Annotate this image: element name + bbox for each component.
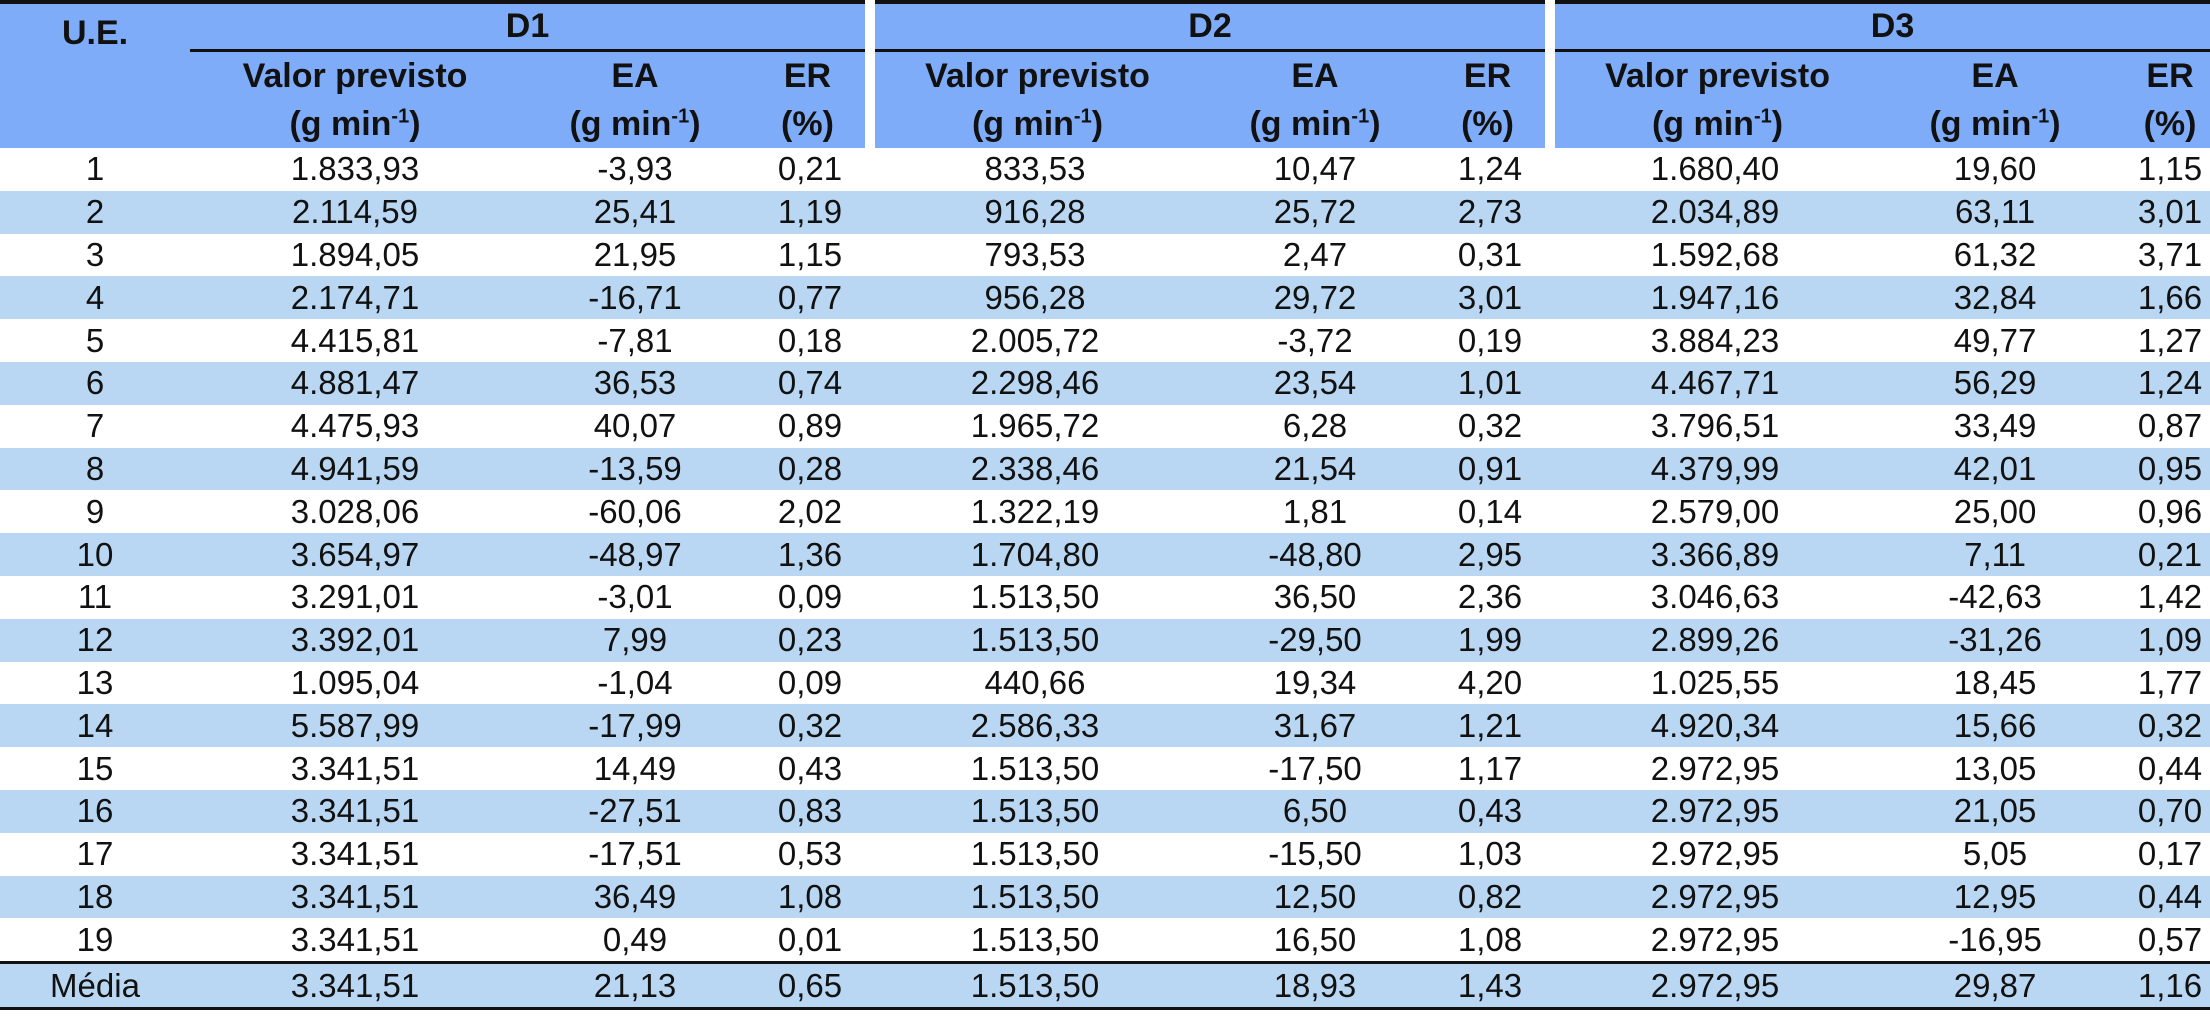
d1-ea-cell: 0,49: [520, 918, 750, 962]
unit-text: (g min: [569, 104, 672, 143]
d1-ea-header: EA: [520, 51, 750, 100]
d3-ea-cell: 12,95: [1880, 876, 2110, 919]
d2-er-header: ER: [1430, 51, 1550, 100]
d2-ea-cell: 6,28: [1200, 405, 1430, 448]
d1-ea-cell: -17,51: [520, 833, 750, 876]
d2-valor-previsto-cell: 440,66: [870, 662, 1200, 705]
unit-exponent: -1: [391, 105, 410, 128]
d3-ea-unit: [1880, 99, 2110, 148]
d2-valor-previsto-cell: 1.513,50: [870, 747, 1200, 790]
ue-cell: 13: [0, 662, 190, 705]
d3-valor-previsto-cell: 2.972,95: [1550, 918, 1880, 962]
d1-valor-previsto-cell: 3.654,97: [190, 533, 520, 576]
d2-ea-cell: -29,50: [1200, 619, 1430, 662]
unit-close: ): [409, 104, 421, 143]
d1-ea-cell: 14,49: [520, 747, 750, 790]
d3-er-cell: 1,27: [2110, 319, 2210, 362]
d2-valor-previsto-cell: 793,53: [870, 234, 1200, 277]
d2-ea-mean: 18,93: [1200, 963, 1430, 1009]
d3-valor-previsto-cell: 2.972,95: [1550, 876, 1880, 919]
d1-er-header: ER: [750, 51, 870, 100]
d3-ea-header: EA: [1880, 51, 2110, 100]
d2-valor-previsto-header: Valor previsto: [870, 51, 1200, 100]
d1-ea-cell: -1,04: [520, 662, 750, 705]
table-row: [0, 662, 2210, 705]
d3-ea-cell: -42,63: [1880, 576, 2110, 619]
d1-er-cell: 2,02: [750, 490, 870, 533]
ue-cell: 2: [0, 191, 190, 234]
mean-row: [0, 963, 2210, 1009]
d1-er-cell: 0,09: [750, 662, 870, 705]
table-row: [0, 918, 2210, 962]
d1-valor-previsto-cell: 1.095,04: [190, 662, 520, 705]
d3-valor-previsto-cell: 3.046,63: [1550, 576, 1880, 619]
d2-ea-cell: -17,50: [1200, 747, 1430, 790]
d3-ea-cell: 13,05: [1880, 747, 2110, 790]
d2-ea-cell: 36,50: [1200, 576, 1430, 619]
d1-er-cell: 1,08: [750, 876, 870, 919]
table-row: [0, 405, 2210, 448]
d1-er-cell: 0,21: [750, 148, 870, 191]
d1-er-cell: 0,18: [750, 319, 870, 362]
d3-ea-cell: -16,95: [1880, 918, 2110, 962]
unit-exponent: -1: [671, 105, 690, 128]
unit-exponent: -1: [1753, 105, 1772, 128]
table-footer: [0, 963, 2210, 1009]
d2-valor-previsto-cell: 916,28: [870, 191, 1200, 234]
d2-er-cell: 1,99: [1430, 619, 1550, 662]
table-row: [0, 790, 2210, 833]
d2-valor-previsto-unit: [870, 99, 1200, 148]
d2-er-cell: 2,95: [1430, 533, 1550, 576]
d1-ea-cell: 21,95: [520, 234, 750, 277]
d1-ea-cell: 36,49: [520, 876, 750, 919]
d3-er-cell: 0,95: [2110, 448, 2210, 491]
d1-valor-previsto-unit: [190, 99, 520, 148]
d3-ea-cell: 25,00: [1880, 490, 2110, 533]
subheader-row-2: [0, 99, 2210, 148]
d1-valor-previsto-cell: 4.415,81: [190, 319, 520, 362]
d2-ea-header: EA: [1200, 51, 1430, 100]
unit-close: ): [689, 104, 701, 143]
d1-valor-previsto-cell: 3.392,01: [190, 619, 520, 662]
unit-close: ): [1369, 104, 1381, 143]
d1-valor-previsto-cell: 4.475,93: [190, 405, 520, 448]
d2-ea-cell: 12,50: [1200, 876, 1430, 919]
d1-ea-mean: 21,13: [520, 963, 750, 1009]
d2-valor-previsto-cell: 1.513,50: [870, 619, 1200, 662]
table-row: [0, 704, 2210, 747]
d2-ea-cell: 19,34: [1200, 662, 1430, 705]
table-row: [0, 362, 2210, 405]
d1-er-cell: 0,83: [750, 790, 870, 833]
d1-ea-unit: [520, 99, 750, 148]
table-row: [0, 319, 2210, 362]
d3-er-cell: 1,77: [2110, 662, 2210, 705]
d3-valor-previsto-cell: 1.947,16: [1550, 276, 1880, 319]
d2-valor-previsto-mean: 1.513,50: [870, 963, 1200, 1009]
d1-er-cell: 0,77: [750, 276, 870, 319]
ue-cell: 3: [0, 234, 190, 277]
d1-er-cell: 0,01: [750, 918, 870, 962]
d3-er-cell: 0,32: [2110, 704, 2210, 747]
ue-cell: 8: [0, 448, 190, 491]
d3-er-mean: 1,16: [2110, 963, 2210, 1009]
group-header-d3: D3: [1550, 2, 2210, 51]
d2-er-cell: 0,32: [1430, 405, 1550, 448]
d3-er-cell: 0,44: [2110, 747, 2210, 790]
d3-valor-previsto-cell: 2.899,26: [1550, 619, 1880, 662]
d3-valor-previsto-cell: 1.025,55: [1550, 662, 1880, 705]
d2-er-cell: 4,20: [1430, 662, 1550, 705]
d3-valor-previsto-cell: 3.884,23: [1550, 319, 1880, 362]
table-row: [0, 876, 2210, 919]
d2-valor-previsto-cell: 1.513,50: [870, 876, 1200, 919]
unit-exponent: -1: [1351, 105, 1370, 128]
d2-valor-previsto-cell: 1.513,50: [870, 833, 1200, 876]
d3-ea-cell: 56,29: [1880, 362, 2110, 405]
d2-er-unit: (%): [1430, 99, 1550, 148]
d1-ea-cell: -48,97: [520, 533, 750, 576]
ue-cell: 6: [0, 362, 190, 405]
unit-close: ): [2049, 104, 2061, 143]
table-row: [0, 747, 2210, 790]
d1-ea-cell: -3,93: [520, 148, 750, 191]
d1-valor-previsto-cell: 1.833,93: [190, 148, 520, 191]
d3-er-header: ER: [2110, 51, 2210, 100]
d1-er-cell: 1,36: [750, 533, 870, 576]
d2-er-cell: 1,21: [1430, 704, 1550, 747]
d3-er-cell: 1,15: [2110, 148, 2210, 191]
d3-er-cell: 0,44: [2110, 876, 2210, 919]
unit-text: (g min: [1651, 104, 1754, 143]
group-header-d1: D1: [190, 2, 870, 51]
unit-text: (g min: [1929, 104, 2032, 143]
d1-valor-previsto-cell: 3.291,01: [190, 576, 520, 619]
d3-ea-cell: 32,84: [1880, 276, 2110, 319]
d2-er-cell: 1,08: [1430, 918, 1550, 962]
d3-ea-cell: 61,32: [1880, 234, 2110, 277]
d1-er-cell: 0,89: [750, 405, 870, 448]
d1-ea-cell: -27,51: [520, 790, 750, 833]
d3-valor-previsto-cell: 2.034,89: [1550, 191, 1880, 234]
d1-valor-previsto-cell: 2.174,71: [190, 276, 520, 319]
d1-er-cell: 0,28: [750, 448, 870, 491]
d1-ea-cell: 7,99: [520, 619, 750, 662]
unit-exponent: -1: [2031, 105, 2050, 128]
d2-valor-previsto-cell: 1.965,72: [870, 405, 1200, 448]
d2-er-cell: 0,43: [1430, 790, 1550, 833]
d2-ea-cell: 10,47: [1200, 148, 1430, 191]
mean-label: Média: [0, 963, 190, 1009]
d3-er-cell: 0,96: [2110, 490, 2210, 533]
d2-valor-previsto-cell: 2.005,72: [870, 319, 1200, 362]
d3-valor-previsto-cell: 4.379,99: [1550, 448, 1880, 491]
d3-ea-mean: 29,87: [1880, 963, 2110, 1009]
unit-text: (g min: [971, 104, 1074, 143]
ue-cell: 9: [0, 490, 190, 533]
d3-ea-cell: 63,11: [1880, 191, 2110, 234]
d1-valor-previsto-cell: 3.341,51: [190, 918, 520, 962]
d1-valor-previsto-mean: 3.341,51: [190, 963, 520, 1009]
group-header-d2: D2: [870, 2, 1550, 51]
table-row: [0, 276, 2210, 319]
ue-cell: 16: [0, 790, 190, 833]
d3-er-cell: 0,57: [2110, 918, 2210, 962]
d2-er-cell: 0,82: [1430, 876, 1550, 919]
ue-cell: 15: [0, 747, 190, 790]
d3-er-cell: 3,01: [2110, 191, 2210, 234]
d1-ea-cell: -3,01: [520, 576, 750, 619]
d1-valor-previsto-cell: 2.114,59: [190, 191, 520, 234]
d1-er-cell: 1,19: [750, 191, 870, 234]
d1-er-cell: 0,32: [750, 704, 870, 747]
d1-valor-previsto-cell: 3.341,51: [190, 876, 520, 919]
d2-ea-cell: 25,72: [1200, 191, 1430, 234]
d3-er-cell: 1,42: [2110, 576, 2210, 619]
d1-er-cell: 0,23: [750, 619, 870, 662]
d1-valor-previsto-header: Valor previsto: [190, 51, 520, 100]
d2-ea-cell: -3,72: [1200, 319, 1430, 362]
d3-valor-previsto-cell: 2.972,95: [1550, 790, 1880, 833]
d1-valor-previsto-cell: 3.341,51: [190, 790, 520, 833]
d3-er-unit: (%): [2110, 99, 2210, 148]
d1-er-cell: 0,43: [750, 747, 870, 790]
d2-er-cell: 0,19: [1430, 319, 1550, 362]
d1-ea-cell: -17,99: [520, 704, 750, 747]
d1-ea-cell: -13,59: [520, 448, 750, 491]
d3-valor-previsto-header: Valor previsto: [1550, 51, 1880, 100]
ue-cell: 18: [0, 876, 190, 919]
d3-valor-previsto-cell: 2.579,00: [1550, 490, 1880, 533]
d3-er-cell: 1,24: [2110, 362, 2210, 405]
unit-close: ): [1091, 104, 1104, 143]
d2-valor-previsto-cell: 1.513,50: [870, 790, 1200, 833]
d2-valor-previsto-cell: 1.322,19: [870, 490, 1200, 533]
d3-er-cell: 0,17: [2110, 833, 2210, 876]
d2-ea-cell: -48,80: [1200, 533, 1430, 576]
unit-text: (g min: [289, 104, 392, 143]
d1-valor-previsto-cell: 4.881,47: [190, 362, 520, 405]
d3-er-cell: 1,66: [2110, 276, 2210, 319]
d3-valor-previsto-cell: 4.467,71: [1550, 362, 1880, 405]
d2-er-mean: 1,43: [1430, 963, 1550, 1009]
d3-ea-cell: 5,05: [1880, 833, 2110, 876]
d3-er-cell: 0,70: [2110, 790, 2210, 833]
table-row: [0, 833, 2210, 876]
d2-er-cell: 0,14: [1430, 490, 1550, 533]
ue-cell: 5: [0, 319, 190, 362]
ue-cell: 14: [0, 704, 190, 747]
d2-ea-cell: 1,81: [1200, 490, 1430, 533]
d3-valor-previsto-cell: 3.796,51: [1550, 405, 1880, 448]
d1-ea-cell: 36,53: [520, 362, 750, 405]
table-row: [0, 448, 2210, 491]
d2-valor-previsto-cell: 1.704,80: [870, 533, 1200, 576]
d2-er-cell: 1,17: [1430, 747, 1550, 790]
d2-valor-previsto-cell: 1.513,50: [870, 918, 1200, 962]
table-header: [0, 2, 2210, 148]
unit-text: (g min: [1249, 104, 1352, 143]
d2-ea-cell: -15,50: [1200, 833, 1430, 876]
d2-valor-previsto-cell: 2.586,33: [870, 704, 1200, 747]
d3-er-cell: 3,71: [2110, 234, 2210, 277]
d3-valor-previsto-mean: 2.972,95: [1550, 963, 1880, 1009]
table-row: [0, 191, 2210, 234]
table-row: [0, 148, 2210, 191]
d1-er-cell: 0,74: [750, 362, 870, 405]
ue-cell: 1: [0, 148, 190, 191]
d3-ea-cell: 42,01: [1880, 448, 2110, 491]
d1-valor-previsto-cell: 5.587,99: [190, 704, 520, 747]
d2-er-cell: 2,36: [1430, 576, 1550, 619]
d3-valor-previsto-cell: 3.366,89: [1550, 533, 1880, 576]
d2-er-cell: 3,01: [1430, 276, 1550, 319]
d2-ea-cell: 23,54: [1200, 362, 1430, 405]
d2-ea-cell: 6,50: [1200, 790, 1430, 833]
d3-ea-cell: 21,05: [1880, 790, 2110, 833]
d3-ea-cell: 15,66: [1880, 704, 2110, 747]
d1-ea-cell: -7,81: [520, 319, 750, 362]
d2-valor-previsto-cell: 956,28: [870, 276, 1200, 319]
d1-valor-previsto-cell: 3.028,06: [190, 490, 520, 533]
unit-close: ): [1771, 104, 1784, 143]
d3-valor-previsto-unit: [1550, 99, 1880, 148]
d3-valor-previsto-cell: 4.920,34: [1550, 704, 1880, 747]
ue-cell: 11: [0, 576, 190, 619]
d2-ea-unit: [1200, 99, 1430, 148]
d1-er-cell: 1,15: [750, 234, 870, 277]
d2-valor-previsto-cell: 2.298,46: [870, 362, 1200, 405]
table-row: [0, 619, 2210, 662]
d2-er-cell: 2,73: [1430, 191, 1550, 234]
d1-valor-previsto-cell: 3.341,51: [190, 747, 520, 790]
table-row: [0, 576, 2210, 619]
d2-er-cell: 1,24: [1430, 148, 1550, 191]
d1-valor-previsto-cell: 4.941,59: [190, 448, 520, 491]
ue-cell: 7: [0, 405, 190, 448]
d2-er-cell: 1,03: [1430, 833, 1550, 876]
d1-er-unit: (%): [750, 99, 870, 148]
d3-valor-previsto-cell: 2.972,95: [1550, 747, 1880, 790]
table-body: [0, 148, 2210, 963]
ue-header: U.E.: [0, 2, 190, 148]
table-row: [0, 234, 2210, 277]
d1-ea-cell: -16,71: [520, 276, 750, 319]
d2-valor-previsto-cell: 2.338,46: [870, 448, 1200, 491]
d2-ea-cell: 16,50: [1200, 918, 1430, 962]
d1-valor-previsto-cell: 1.894,05: [190, 234, 520, 277]
d3-er-cell: 1,09: [2110, 619, 2210, 662]
unit-exponent: -1: [1073, 105, 1092, 128]
ue-cell: 17: [0, 833, 190, 876]
d2-valor-previsto-cell: 1.513,50: [870, 576, 1200, 619]
d3-er-cell: 0,21: [2110, 533, 2210, 576]
d3-valor-previsto-cell: 1.592,68: [1550, 234, 1880, 277]
d2-valor-previsto-cell: 833,53: [870, 148, 1200, 191]
d1-er-cell: 0,09: [750, 576, 870, 619]
d3-ea-cell: 49,77: [1880, 319, 2110, 362]
d2-er-cell: 1,01: [1430, 362, 1550, 405]
ue-cell: 12: [0, 619, 190, 662]
d2-ea-cell: 21,54: [1200, 448, 1430, 491]
d3-er-cell: 0,87: [2110, 405, 2210, 448]
d3-ea-cell: 7,11: [1880, 533, 2110, 576]
d2-ea-cell: 2,47: [1200, 234, 1430, 277]
d3-valor-previsto-cell: 1.680,40: [1550, 148, 1880, 191]
table-row: [0, 533, 2210, 576]
d1-ea-cell: 40,07: [520, 405, 750, 448]
d3-ea-cell: 33,49: [1880, 405, 2110, 448]
d1-er-cell: 0,53: [750, 833, 870, 876]
d1-ea-cell: -60,06: [520, 490, 750, 533]
ue-cell: 10: [0, 533, 190, 576]
subheader-row-1: [0, 51, 2210, 100]
d2-ea-cell: 31,67: [1200, 704, 1430, 747]
d1-er-mean: 0,65: [750, 963, 870, 1009]
d3-valor-previsto-cell: 2.972,95: [1550, 833, 1880, 876]
d1-valor-previsto-cell: 3.341,51: [190, 833, 520, 876]
d3-ea-cell: 18,45: [1880, 662, 2110, 705]
d1-ea-cell: 25,41: [520, 191, 750, 234]
ue-cell: 19: [0, 918, 190, 962]
d2-ea-cell: 29,72: [1200, 276, 1430, 319]
table-row: [0, 490, 2210, 533]
ue-cell: 4: [0, 276, 190, 319]
d3-ea-cell: 19,60: [1880, 148, 2110, 191]
d2-er-cell: 0,31: [1430, 234, 1550, 277]
d3-ea-cell: -31,26: [1880, 619, 2110, 662]
d2-er-cell: 0,91: [1430, 448, 1550, 491]
